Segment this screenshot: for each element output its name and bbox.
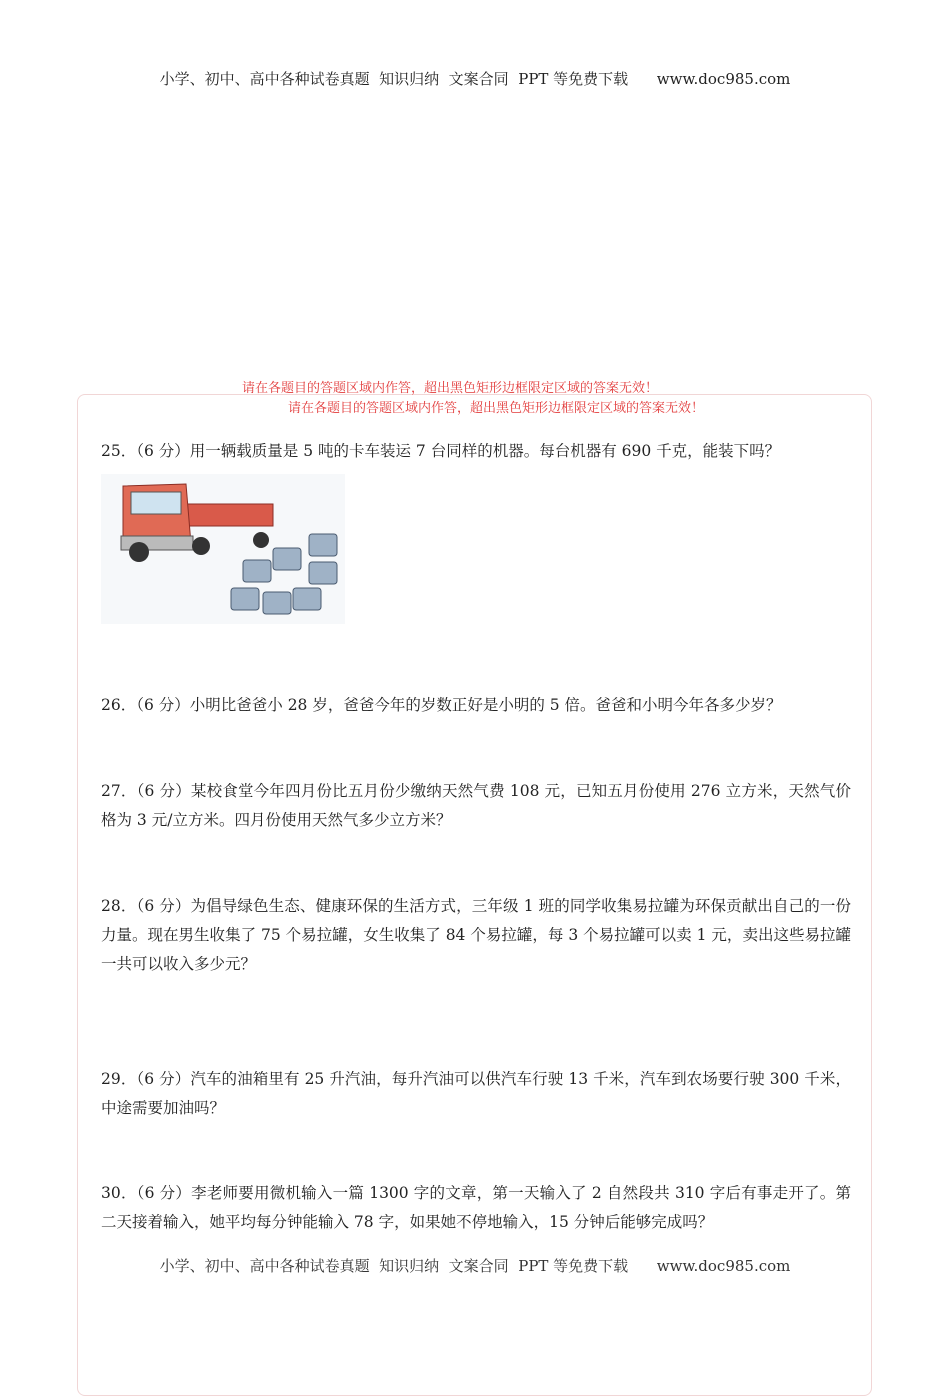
question-30: 30．（6 分）李老师要用微机输入一篇 1300 字的文章，第一天输入了 2 自然段共 310 字后有事走开了。第二天接着输入，她平均每分钟能输入 78 字，如果她不停地输入，15 分钟后能够完成吗？ [101,1184,851,1231]
answer-area-warning: 请在各题目的答题区域内作答，超出黑色矩形边框限定区域的答案无效！ [242,381,659,396]
question-26: 26．（6 分）小明比爸爸小 28 岁，爸爸今年的岁数正好是小明的 5 倍。爸爸和小明今年各多少岁？ [101,696,782,714]
page-header: 小学、初中、高中各种试卷真题 知识归纳 文案合同 PPT 等免费下载 www.doc985.com [159,70,791,88]
question-25: 25．（6 分）用一辆载质量是 5 吨的卡车装运 7 台同样的机器。每台机器有 690 千克，能装下吗？ [101,442,781,460]
truck-and-machines-image [101,474,345,624]
question-27: 27．（6 分）某校食堂今年四月份比五月份少缴纳天然气费 108 元，已知五月份使用 276 立方米，天然气价格为 3 元/立方米。四月份使用天然气多少立方米？ [101,782,851,829]
question-29: 29．（6 分）汽车的油箱里有 25 升汽油，每升汽油可以供汽车行驶 13 千米，汽车到农场要行驶 300 千米，中途需要加油吗？ [101,1070,851,1117]
question-28: 28．（6 分）为倡导绿色生态、健康环保的生活方式，三年级 1 班的同学收集易拉罐为环保贡献出自己的一份力量。现在男生收集了 75 个易拉罐，女生收集了 84 个易拉罐，每 3 个易拉罐可以卖 1 元，卖出这些易拉罐一共可以收入多少元？ [101,897,851,973]
footer-watermark: 小学、初中、高中各种试卷真题 知识归纳 文案合同 PPT 等免费下载 www.doc985.com [159,1257,791,1275]
answer-area-warning-duplicate: 请在各题目的答题区域内作答，超出黑色矩形边框限定区域的答案无效！ [288,401,705,416]
